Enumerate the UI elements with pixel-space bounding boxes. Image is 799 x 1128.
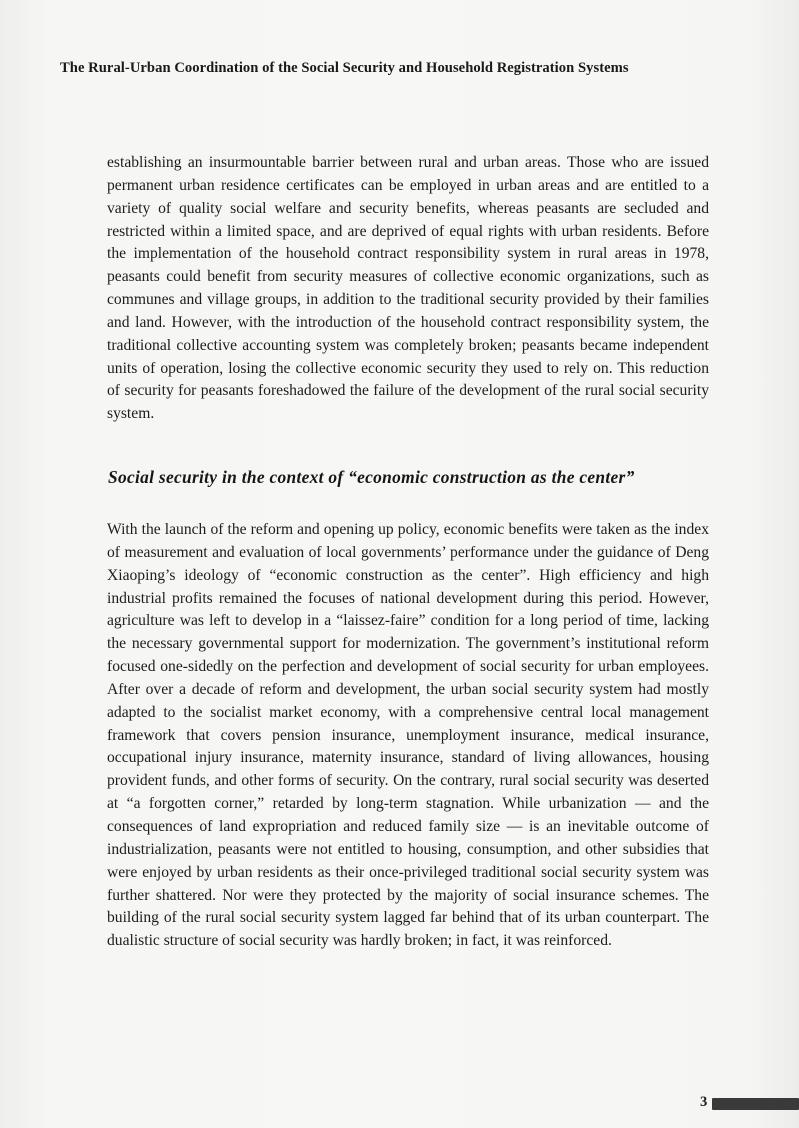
body-paragraph-2: With the launch of the reform and opening up policy, economic benefits were taken as the index of measurement and evaluation of local governments’ performance under the guidance of Deng Xiaoping’s ideology of “economic construction as the center”. High efficiency and high industrial profits remained the focuses of national development during this period. However, agriculture was left to develop in a “laissez-faire” condition for a long period of time, lacking the necessary governmental support for modernization. The government’s institutional reform focused one-sidedly on the perfection and development of social security for urban employees. After over a decade of reform and development, the urban social security system had mostly adapted to the socialist market economy, with a comprehensive central local management framework that covers pension insurance, unemployment insurance, medical insurance, occupational injury insurance, maternity insurance, standard of living allowances, housing provident funds, and other forms of security. On the contrary, rural social security was deserted at “a forgotten corner,” retarded by long-term stagnation. While urbanization — and the consequences of land expropriation and reduced family size — is an inevitable outcome of industrialization, peasants were not entitled to housing, consumption, and other subsidies that were enjoyed by urban residents as their once-privileged traditional social security system was further shattered. Nor were they protected by the majority of social insurance schemes. The building of the rural social security system lagged far behind that of its urban counterpart. The dualistic structure of social security was hardly broken; in fact, it was reinforced.: [107, 521, 709, 950]
body-paragraph-1: establishing an insurmountable barrier between rural and urban areas. Those who are issued permanent urban residence certificates can be employed in urban areas and are entitled to a variety of quality social welfare and security benefits, whereas peasants are secluded and restricted within a limited space, and are deprived of equal rights with urban residents. Before the implementation of the household contract responsibility system in rural areas in 1978, peasants could benefit from security measures of collective economic organizations, such as communes and village groups, in addition to the traditional security provided by their families and land. However, with the introduction of the household contract responsibility system, the traditional collective accounting system was completely broken; peasants became independent units of operation, losing the collective economic security they used to rely on. This reduction of security for peasants foreshadowed the failure of the development of the rural social security system.: [107, 154, 709, 423]
folio-bar: [712, 1098, 799, 1110]
running-head: The Rural-Urban Coordination of the Social Security and Household Registration Systems: [60, 60, 629, 76]
page-number: 3: [700, 1094, 708, 1110]
section-heading: Social security in the context of “economic construction as the center”: [108, 467, 635, 487]
